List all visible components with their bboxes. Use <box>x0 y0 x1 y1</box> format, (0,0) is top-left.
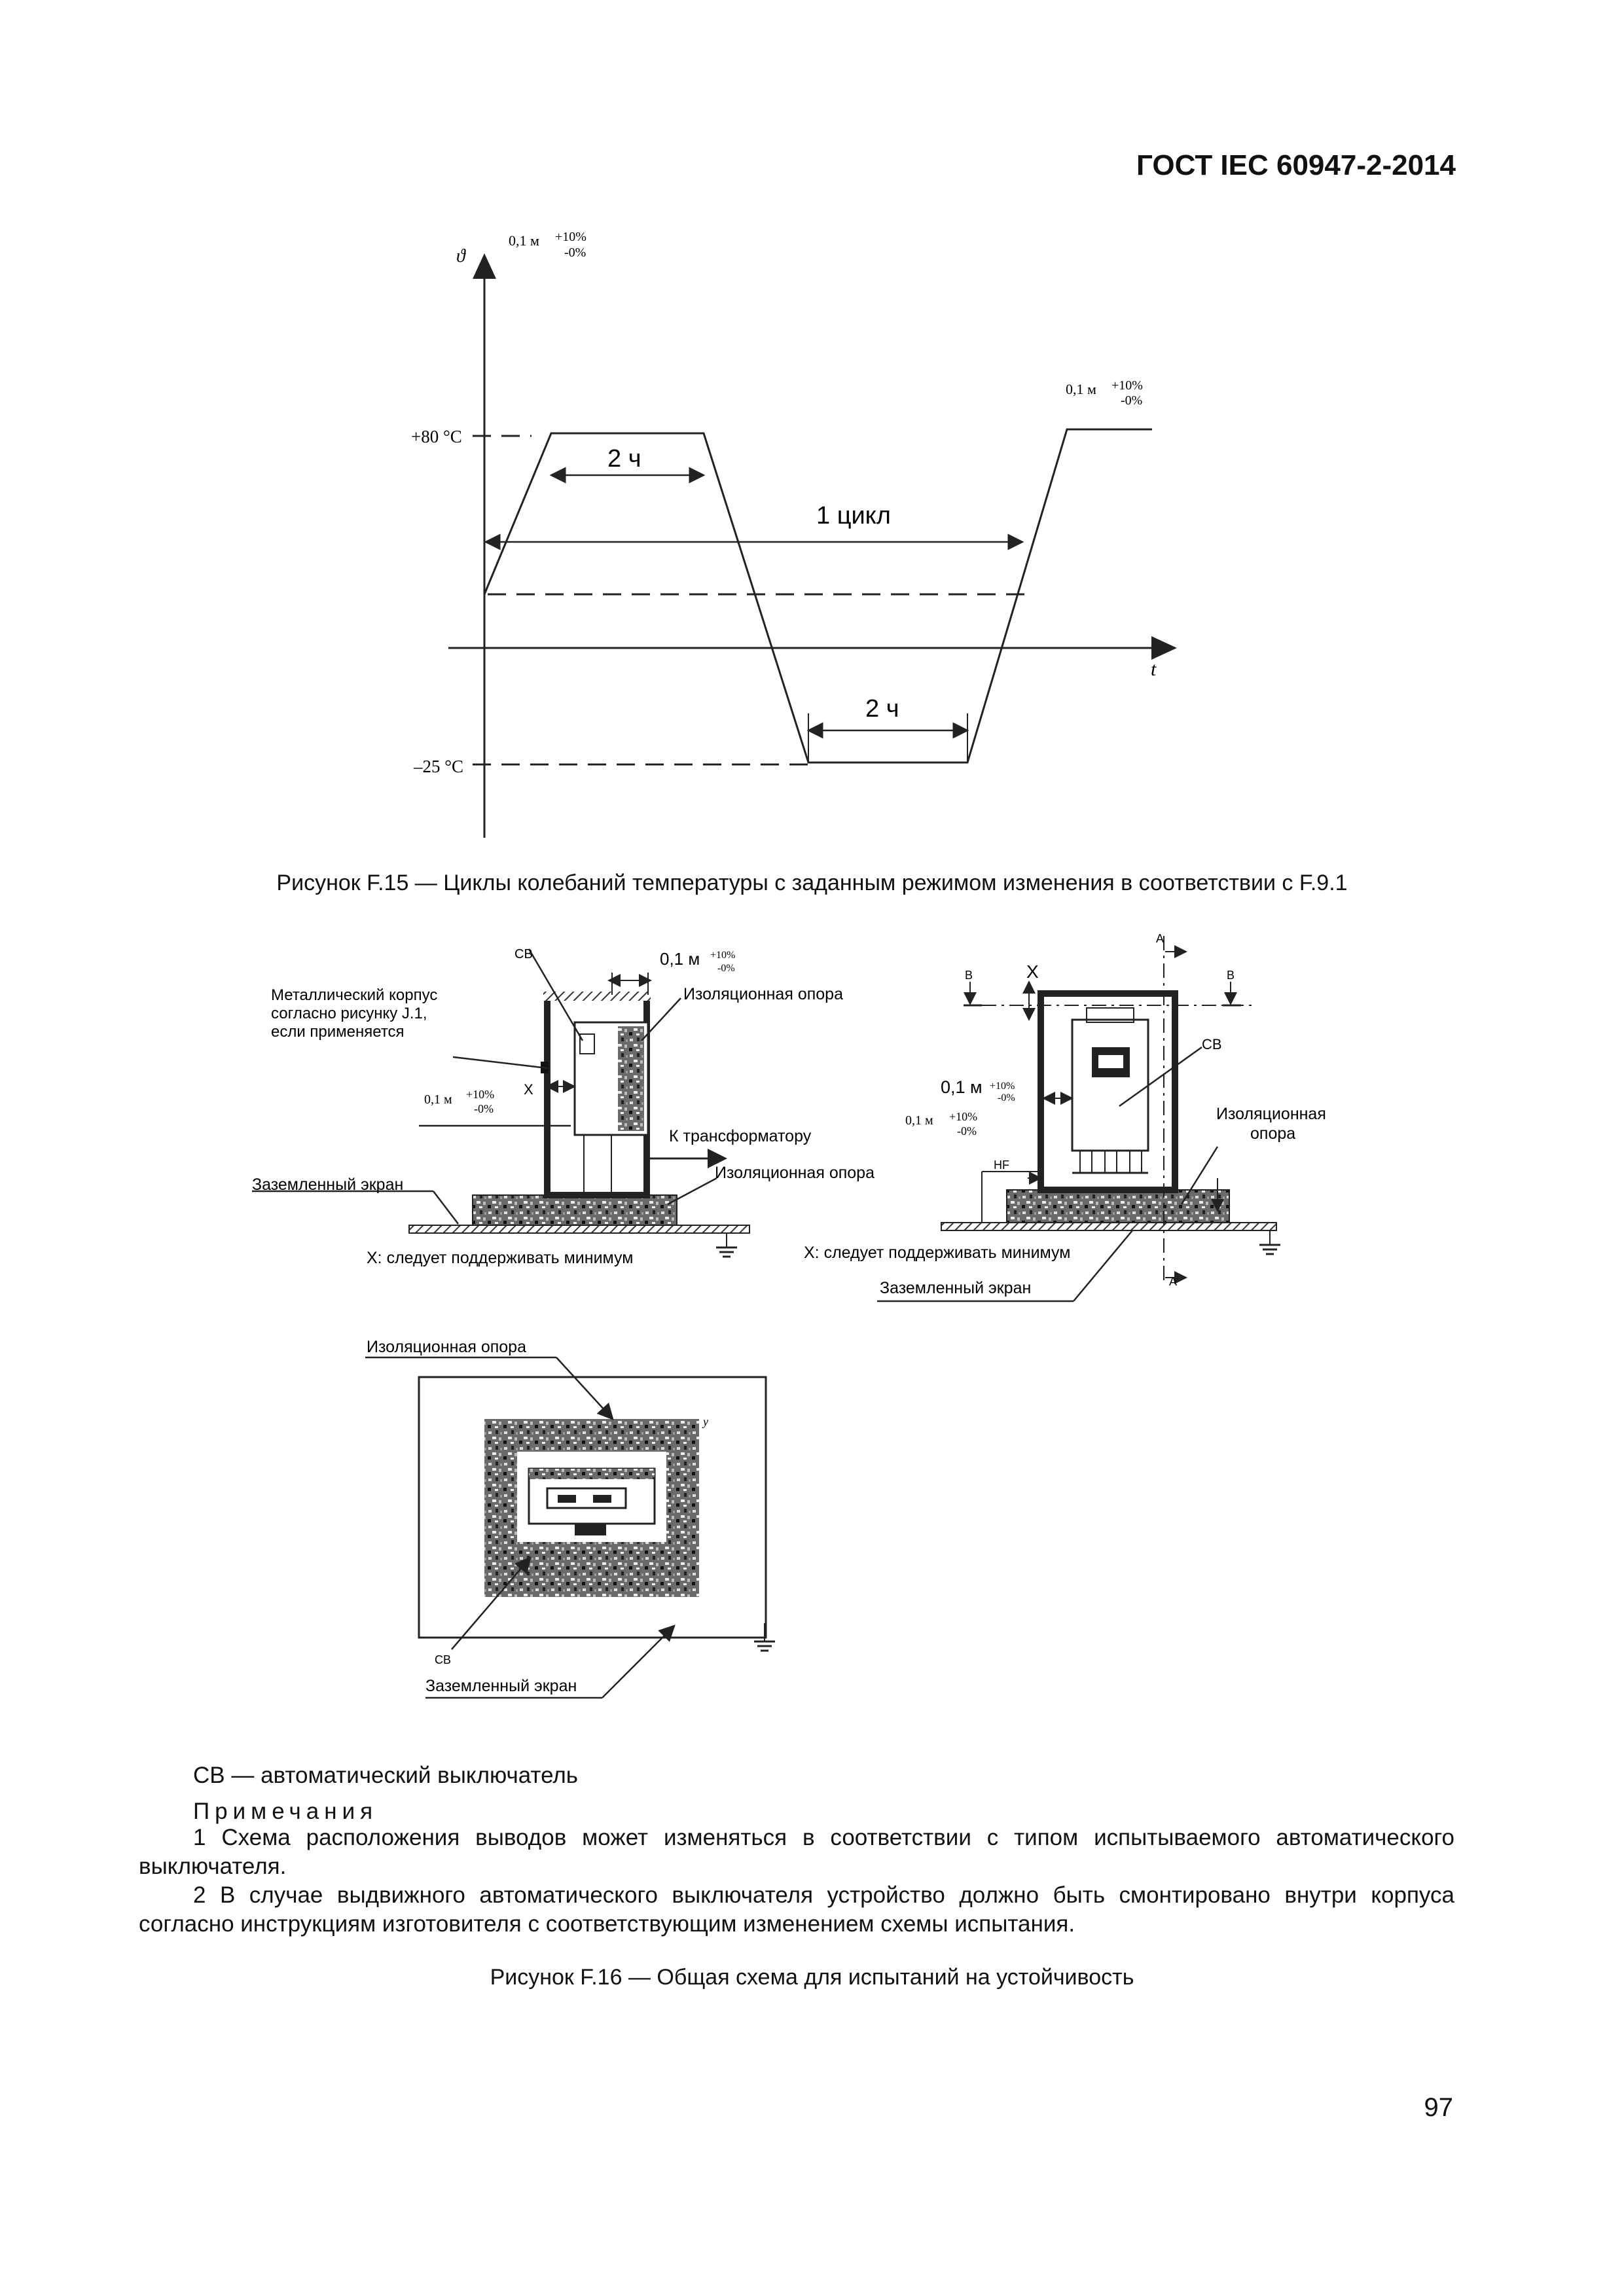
svg-text:Заземленный экран: Заземленный экран <box>880 1279 1032 1297</box>
svg-text:0,1 м: 0,1 м <box>905 1113 933 1128</box>
svg-text:-0%: -0% <box>957 1124 977 1138</box>
svg-text:B: B <box>1227 969 1235 982</box>
document-id: ГОСТ IEC 60947-2-2014 <box>1136 149 1456 181</box>
svg-text:-0%: -0% <box>717 963 735 974</box>
svg-text:согласно рисунку J.1,: согласно рисунку J.1, <box>271 1005 427 1022</box>
svg-text:если применяется: если применяется <box>271 1023 405 1041</box>
x-axis-symbol: t <box>1151 658 1157 680</box>
y-axis-symbol: ϑ <box>456 246 465 266</box>
svg-text:-0%: -0% <box>998 1092 1015 1103</box>
svg-text:X: X <box>524 1081 533 1098</box>
svg-text:Изоляционная: Изоляционная <box>1216 1105 1326 1123</box>
svg-text:-0%: -0% <box>1121 393 1143 408</box>
note-1: 1 Схема расположения выводов может изменяться в соответствии с типом испытываемого автоматического выключателя. <box>139 1825 1454 1879</box>
figure-f16-caption: Рисунок F.16 — Общая схема для испытаний на устойчивость <box>490 1965 1134 1990</box>
notes-heading: Примечания <box>193 1799 378 1824</box>
duration-bottom-label: 2 ч <box>865 695 899 723</box>
svg-text:-0%: -0% <box>474 1102 494 1115</box>
svg-text:+10%: +10% <box>466 1088 495 1101</box>
svg-text:Заземленный экран: Заземленный экран <box>425 1677 577 1695</box>
svg-text:A: A <box>1169 1275 1178 1288</box>
svg-text:y: y <box>703 1415 708 1428</box>
svg-text:Изоляционная опора: Изоляционная опора <box>367 1338 526 1356</box>
svg-text:X: X <box>1026 961 1039 982</box>
svg-text:0,1 м: 0,1 м <box>660 949 700 969</box>
svg-text:+10%: +10% <box>949 1110 978 1123</box>
temp-low-label: –25 °C <box>414 757 464 776</box>
page-number: 97 <box>1424 2093 1453 2122</box>
svg-text:0,1 м: 0,1 м <box>941 1077 983 1097</box>
svg-text:опора: опора <box>1250 1124 1296 1143</box>
svg-text:СВ: СВ <box>1202 1036 1222 1052</box>
svg-text:0,1 м: 0,1 м <box>1066 381 1096 397</box>
left-elevation-diagram <box>252 947 875 1267</box>
svg-text:+10%: +10% <box>710 950 736 961</box>
svg-text:Изоляционная опора: Изоляционная опора <box>715 1164 875 1182</box>
duration-top-label: 2 ч <box>607 445 641 473</box>
right-elevation-diagram <box>804 932 1326 1301</box>
legend-cb: СВ — автоматический выключатель <box>193 1763 579 1788</box>
svg-text:X: следует поддерживать миниму: X: следует поддерживать минимум <box>367 1249 634 1267</box>
svg-text:B: B <box>965 969 973 982</box>
svg-text:Заземленный экран: Заземленный экран <box>252 1175 404 1194</box>
plan-view-diagram <box>365 1338 775 1698</box>
temp-high-label: +80 °C <box>411 427 462 446</box>
svg-text:+10%: +10% <box>555 230 586 244</box>
svg-text:HF: HF <box>994 1158 1009 1172</box>
svg-text:0,1 м: 0,1 м <box>509 232 539 249</box>
svg-text:0,1 м: 0,1 м <box>424 1092 452 1107</box>
svg-text:+10%: +10% <box>1111 378 1143 393</box>
cycle-label: 1 цикл <box>816 502 891 529</box>
note-2: 2 В случае выдвижного автоматического выключателя устройство должно быть смонтировано внутри корпуса согласно инструкциям изготовителя с соответствующим изменением схемы испытания. <box>139 1882 1454 1937</box>
svg-text:+10%: +10% <box>990 1081 1015 1092</box>
svg-text:A: A <box>1156 932 1164 945</box>
figure-f15-caption: Рисунок F.15 — Циклы колебаний температуры с заданным режимом изменения в соответствии с F.9.1 <box>276 870 1348 895</box>
svg-text:-0%: -0% <box>564 245 586 260</box>
svg-text:СВ: СВ <box>514 947 533 961</box>
svg-text:СВ: СВ <box>435 1653 452 1666</box>
svg-text:Изоляционная опора: Изоляционная опора <box>683 985 843 1003</box>
svg-text:X: следует поддерживать миниму: X: следует поддерживать минимум <box>804 1244 1071 1262</box>
svg-text:К трансформатору: К трансформатору <box>669 1127 812 1145</box>
svg-text:Металлический корпус: Металлический корпус <box>271 986 438 1004</box>
